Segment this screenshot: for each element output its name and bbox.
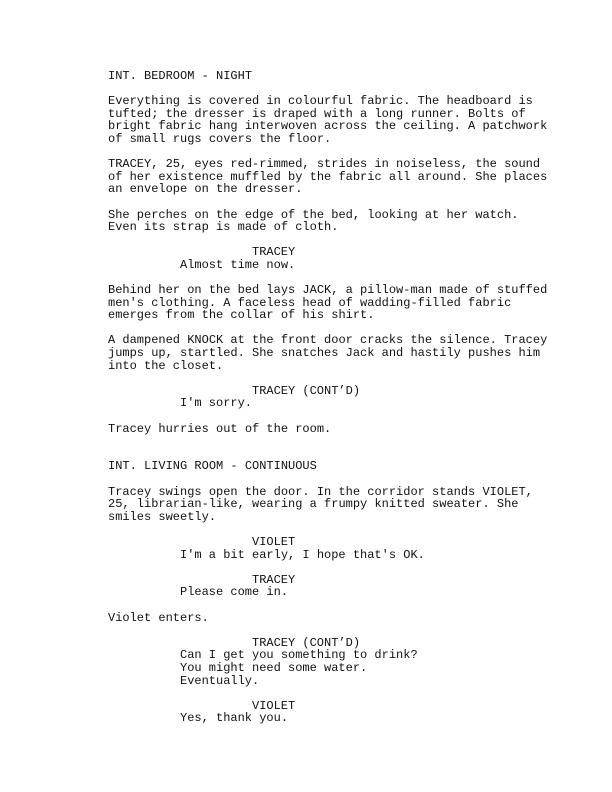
dialogue-text: I'm sorry. — [180, 396, 253, 411]
action-line: Behind her on the bed lays JACK, a pillow-man made of stuffed men's clothing. A faceless head of wadding-filled fabric emerges from the collar of his shirt. — [108, 283, 548, 323]
character-name: TRACEY — [252, 572, 296, 587]
action-line: She perches on the edge of the bed, looking at her watch. Even its strap is made of cloth. — [108, 207, 519, 235]
dialogue-text: Please come in. — [180, 585, 289, 600]
character-name: VIOLET — [252, 534, 296, 549]
dialogue-block — [108, 574, 552, 599]
dialogue-text: Yes, thank you. — [180, 711, 289, 726]
dialogue-text: Almost time now. — [180, 257, 296, 272]
action-line: A dampened KNOCK at the front door cracks the silence. Tracey jumps up, startled. She snatches Jack and hastily pushes him into the closet. — [108, 333, 548, 373]
dialogue-block — [108, 246, 552, 271]
action-line: TRACEY, 25, eyes red-rimmed, strides in noiseless, the sound of her existence muffled by the fabric all around. She places an envelope on the dresser. — [108, 157, 548, 197]
dialogue-text: I'm a bit early, I hope that's OK. — [180, 547, 425, 562]
scene-heading: INT. BEDROOM - NIGHT — [108, 69, 253, 83]
action-line: Everything is covered in colourful fabric. The headboard is tufted; the dresser is draped with a long runner. Bolts of bright fabric hang interwoven across the ceiling. A patchwork of small rugs covers the floor. — [108, 94, 548, 146]
dialogue-text: Can I get you something to drink? You might need some water. Eventually. — [180, 648, 418, 688]
character-name: TRACEY — [252, 245, 296, 260]
action-line: Tracey hurries out of the room. — [108, 421, 332, 436]
character-name: VIOLET — [252, 698, 296, 713]
action-line: Violet enters. — [108, 610, 209, 625]
character-name: TRACEY (CONT’D) — [252, 383, 361, 398]
dialogue-block — [108, 700, 552, 725]
dialogue-block — [108, 637, 552, 687]
character-name: TRACEY (CONT’D) — [252, 635, 361, 650]
scene-heading: INT. LIVING ROOM - CONTINUOUS — [108, 459, 317, 474]
action-line: Tracey swings open the door. In the corridor stands VIOLET, 25, librarian-like, wearing a frumpy knitted sweater. She smiles sweetly. — [108, 484, 533, 524]
dialogue-block — [108, 385, 552, 410]
dialogue-block — [108, 536, 552, 561]
